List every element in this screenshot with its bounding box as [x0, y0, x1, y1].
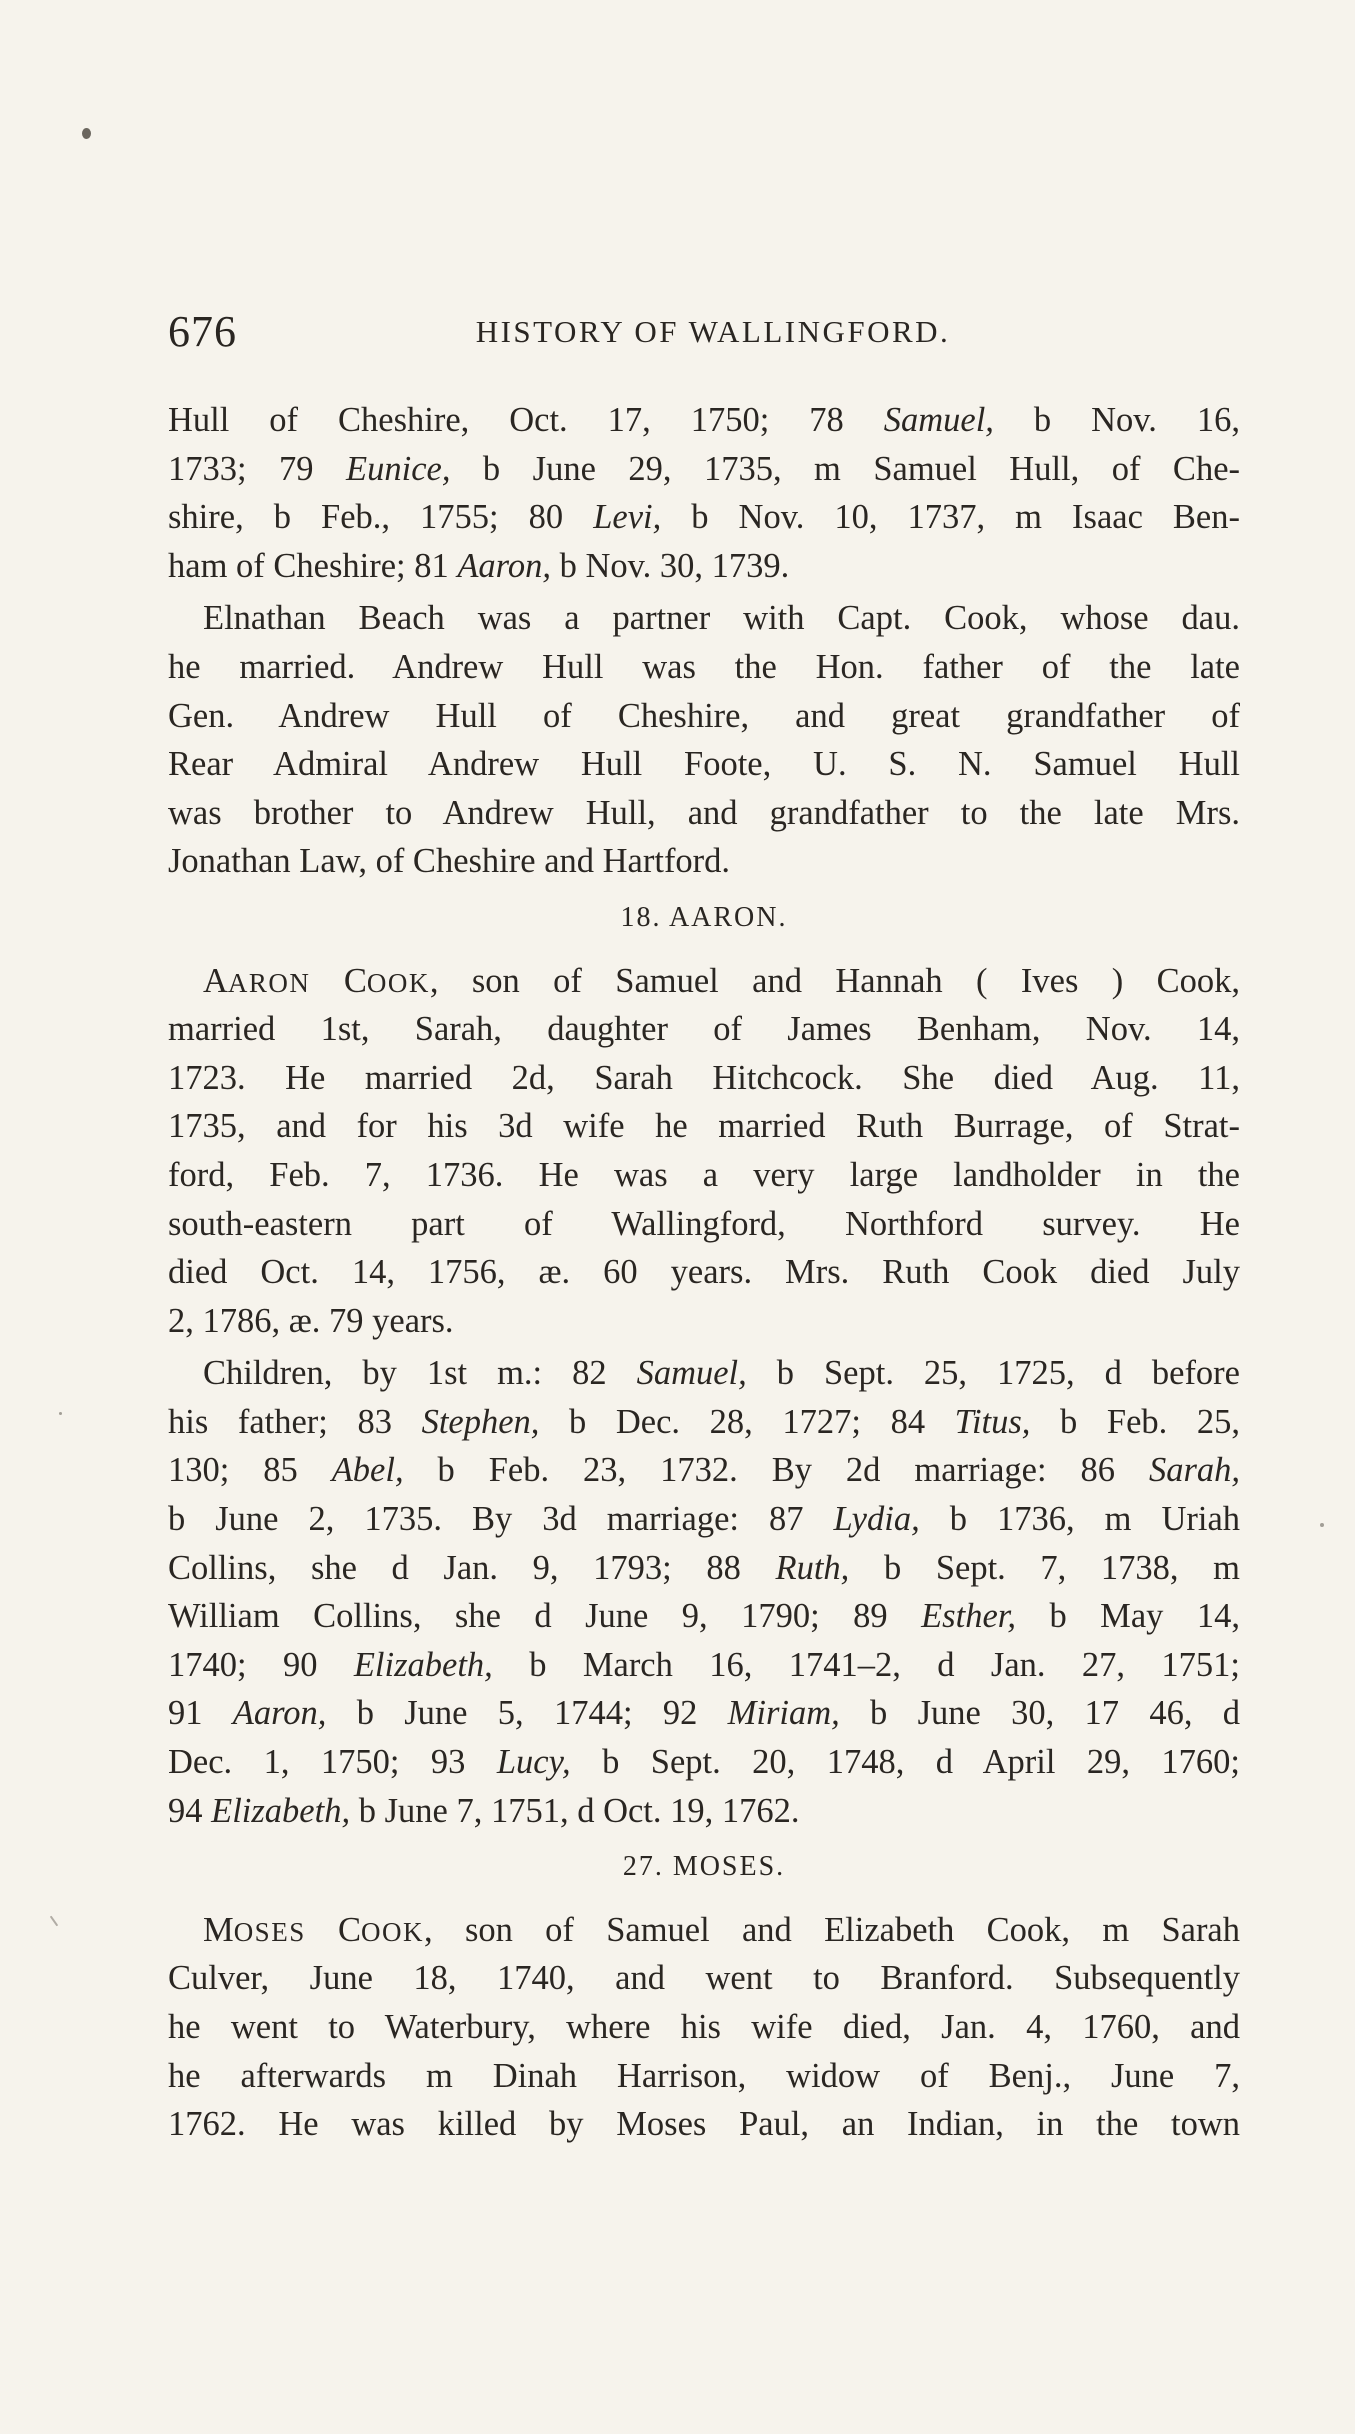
text-line: 2, 1786, æ. 79 years.	[168, 1301, 454, 1340]
text-line: 1723. He married 2d, Sarah Hitchcock. She died Aug. 11,	[168, 1058, 1240, 1097]
ink-speck	[82, 128, 91, 139]
text-line: Elnathan Beach was a partner with Capt. Cook, whose dau.	[203, 599, 1240, 638]
section-heading-moses: 27. MOSES.	[622, 1851, 786, 1883]
child-name: Lydia,	[833, 1500, 920, 1539]
text-line: married 1st, Sarah, daughter of James Benham, Nov. 14,	[168, 1010, 1240, 1049]
text-line: Jonathan Law, of Cheshire and Hartford.	[168, 842, 731, 881]
ink-speck	[1320, 1523, 1324, 1527]
text-line: Hull of Cheshire, Oct. 17, 1750; 78 Samuel, b Nov. 16,	[168, 401, 1240, 439]
child-name: Elizabeth,	[353, 1645, 493, 1684]
text-line: 1735, and for his 3d wife he married Ruth Burrage, of Strat-	[168, 1107, 1240, 1146]
text-line: AARON COOK, son of Samuel and Hannah ( Ives ) Cook,	[203, 961, 1241, 1000]
child-name: Aaron,	[232, 1694, 327, 1733]
child-name: Titus,	[954, 1402, 1031, 1441]
text-line: 94 Elizabeth, b June 7, 1751, d Oct. 19, 1762.	[168, 1791, 800, 1830]
child-name: Miriam,	[727, 1694, 840, 1733]
paragraph-moses-cook	[168, 1906, 1240, 2149]
text-line: shire, b Feb., 1755; 80 Levi, b Nov. 10, 1737, m Isaac Ben-	[168, 498, 1240, 537]
text-line: was brother to Andrew Hull, and grandfather to the late Mrs.	[168, 793, 1240, 832]
text-line: MOSES COOK, son of Samuel and Elizabeth Cook, m Sarah	[203, 1910, 1240, 1949]
child-name: Esther,	[921, 1597, 1016, 1636]
text-line: he went to Waterbury, where his wife died, Jan. 4, 1760, and	[168, 2008, 1240, 2046]
text-line: his father; 83 Stephen, b Dec. 28, 1727; 84 Titus, b Feb. 25,	[168, 1402, 1240, 1441]
ink-speck	[59, 1412, 62, 1415]
text-line: Rear Admiral Andrew Hull Foote, U. S. N. Samuel Hull	[168, 745, 1240, 784]
paragraph-beach-hull	[168, 594, 1240, 886]
text-line: 130; 85 Abel, b Feb. 23, 1732. By 2d marriage: 86 Sarah,	[168, 1451, 1240, 1490]
text-line: died Oct. 14, 1756, æ. 60 years. Mrs. Ruth Cook died July	[168, 1253, 1240, 1292]
child-name: Aaron,	[457, 546, 551, 585]
child-name: Levi,	[593, 498, 662, 537]
paragraph-aaron-children	[168, 1349, 1240, 1835]
child-name: Lucy,	[496, 1743, 571, 1782]
child-name: Samuel,	[883, 401, 994, 439]
child-name: Abel,	[331, 1451, 404, 1490]
child-name: Eunice,	[346, 449, 451, 488]
text-line: he married. Andrew Hull was the Hon. father of the late	[168, 647, 1240, 686]
section-heading-aaron: 18. AARON.	[620, 901, 788, 933]
text-line: Children, by 1st m.: 82 Samuel, b Sept. 25, 1725, d before	[203, 1354, 1240, 1393]
text-line: he afterwards m Dinah Harrison, widow of Benj., June 7,	[168, 2056, 1240, 2095]
text-line: 1733; 79 Eunice, b June 29, 1735, m Samuel Hull, of Che-	[168, 449, 1240, 488]
text-line: 91 Aaron, b June 5, 1744; 92 Miriam, b June 30, 17 46, d	[168, 1694, 1240, 1733]
text-line: Dec. 1, 1750; 93 Lucy, b Sept. 20, 1748, d April 29, 1760;	[168, 1743, 1240, 1782]
child-name: Sarah,	[1148, 1451, 1240, 1490]
text-line: Gen. Andrew Hull of Cheshire, and great grandfather of	[168, 696, 1240, 735]
paragraph-aaron-cook	[168, 957, 1240, 1346]
text-line: 1740; 90 Elizabeth, b March 16, 1741–2, d Jan. 27, 1751;	[168, 1645, 1240, 1684]
page-header	[168, 306, 1248, 358]
child-name: Samuel,	[636, 1354, 747, 1393]
child-name: Elizabeth,	[211, 1791, 351, 1830]
ink-speck	[50, 1916, 59, 1927]
text-line: ham of Cheshire; 81 Aaron, b Nov. 30, 1739.	[168, 546, 790, 585]
page-number: 676	[168, 307, 237, 356]
child-name: Stephen,	[421, 1402, 540, 1441]
running-head: HISTORY OF WALLINGFORD.	[475, 314, 951, 349]
child-name: Ruth,	[775, 1548, 850, 1587]
text-line: Collins, she d Jan. 9, 1793; 88 Ruth, b Sept. 7, 1738, m	[168, 1548, 1240, 1587]
text-line: b June 2, 1735. By 3d marriage: 87 Lydia, b 1736, m Uriah	[168, 1500, 1241, 1539]
text-line: south-eastern part of Wallingford, Northford survey. He	[168, 1204, 1240, 1243]
text-line: ford, Feb. 7, 1736. He was a very large landholder in the	[168, 1155, 1240, 1194]
text-line: Culver, June 18, 1740, and went to Branford. Subsequently	[168, 1959, 1240, 1998]
text-line: William Collins, she d June 9, 1790; 89 Esther, b May 14,	[168, 1597, 1240, 1636]
text-line: 1762. He was killed by Moses Paul, an Indian, in the town	[168, 2105, 1240, 2144]
paragraph-children-continued	[168, 396, 1240, 590]
body-text	[168, 396, 1240, 2149]
